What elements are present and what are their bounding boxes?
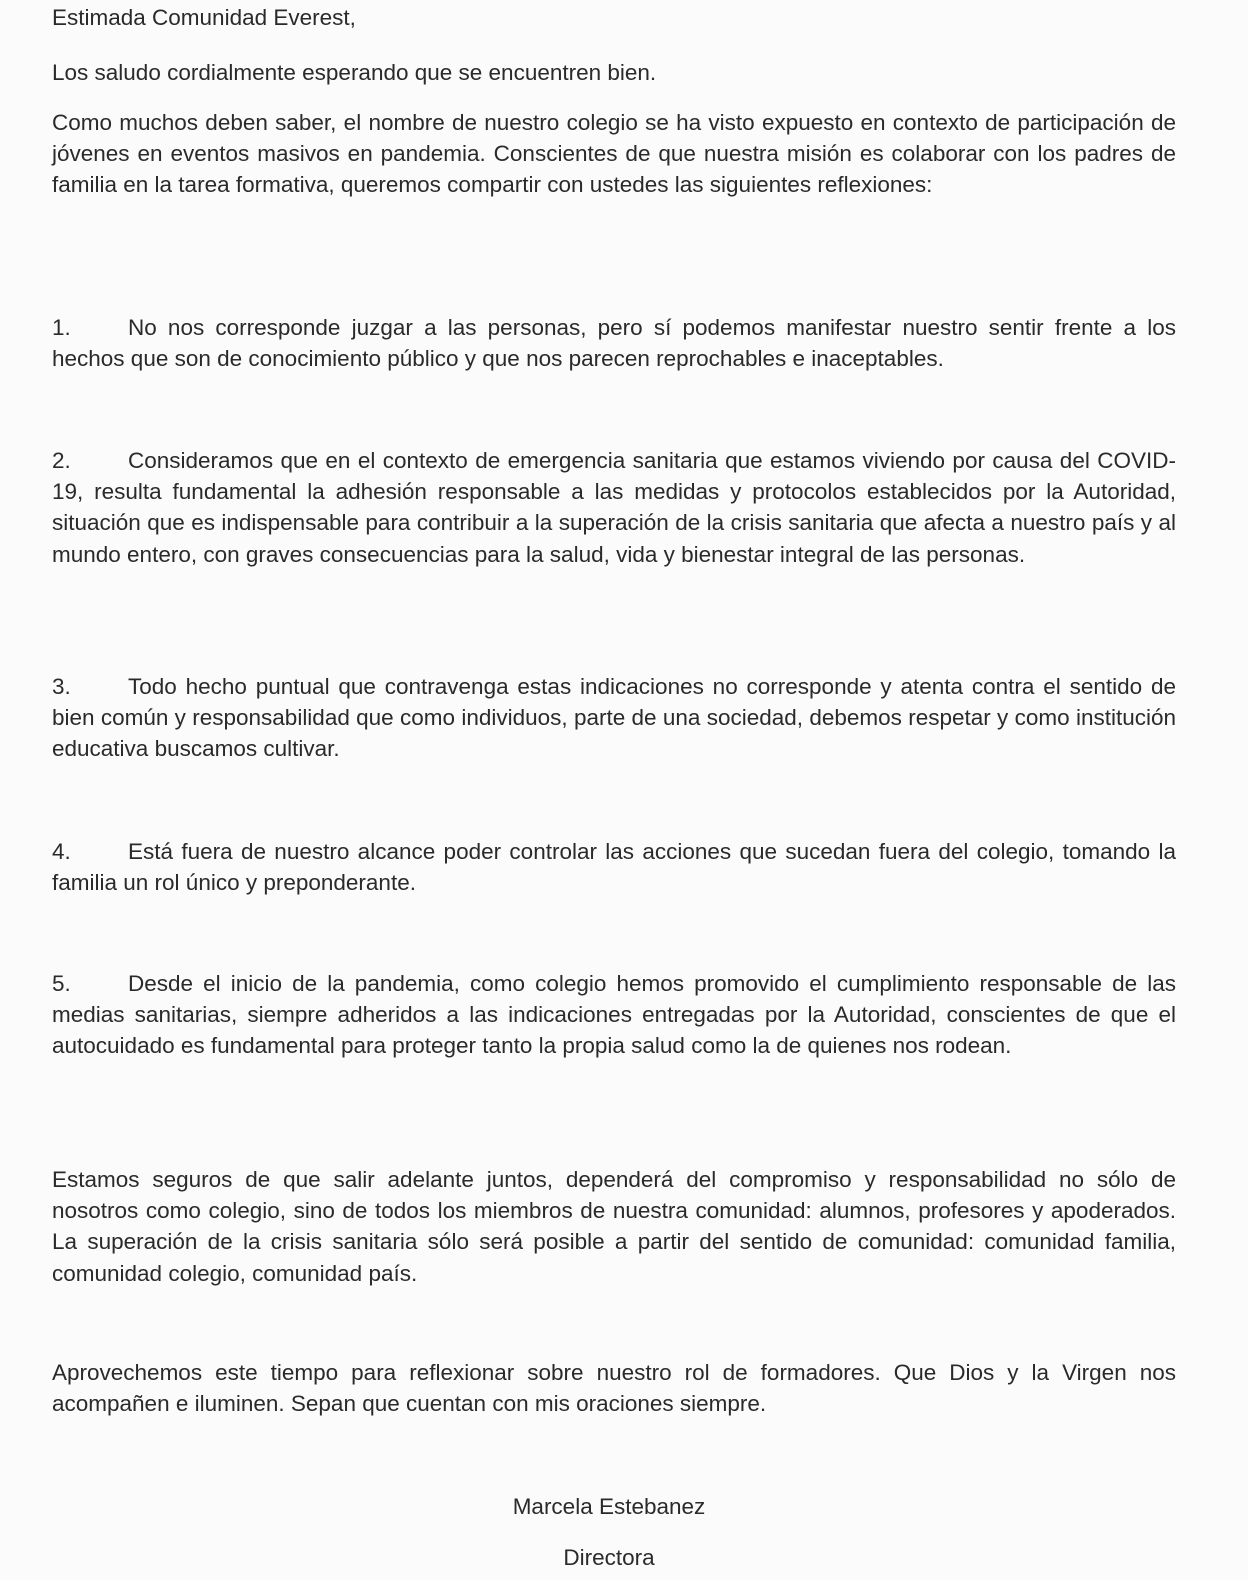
- conclusion-paragraph: Estamos seguros de que salir adelante juntos, dependerá del compromiso y responsabilidad no sólo de nosotros como colegio, sino de todos los miembros de nuestra comunidad: alumnos, profesores y apoderados. La superación de la crisis sanitaria sólo será posible a partir del sentido de comunidad: comunidad familia, comunidad colegio, comunidad país.: [52, 1167, 1176, 1286]
- point-number: 2.: [52, 448, 71, 473]
- point-text: Consideramos que en el contexto de emergencia sanitaria que estamos viviendo por causa del COVID-19, resulta fundamental la adhesión responsable a las medidas y protocolos establecidos por la Autoridad, situación que es indispensable para contribuir a la superación de la crisis sanitaria que afecta a nuestro país y al mundo entero, con graves consecuencias para la salud, vida y bienestar integral de las personas.: [52, 448, 1176, 567]
- point-1: [52, 312, 1176, 374]
- point-text: Está fuera de nuestro alcance poder controlar las acciones que sucedan fuera del colegio, tomando la familia un rol único y preponderante.: [52, 839, 1176, 896]
- point-text: Desde el inicio de la pandemia, como colegio hemos promovido el cumplimiento responsable de las medias sanitarias, siempre adheridos a las indicaciones entregadas por la Autoridad, conscientes de que el autocuidado es fundamental para proteger tanto la propia salud como la de quienes nos rodean.: [52, 971, 1176, 1059]
- point-3: [52, 671, 1176, 765]
- point-5: [52, 968, 1176, 1062]
- signature-title: Directora: [563, 1545, 655, 1570]
- point-2: [52, 445, 1176, 570]
- intro-paragraph: Como muchos deben saber, el nombre de nuestro colegio se ha visto expuesto en contexto de participación de jóvenes en eventos masivos en pandemia. Conscientes de que nuestra misión es colaborar con los padres de familia en la tarea formativa, queremos compartir con ustedes las siguientes reflexiones:: [52, 110, 1176, 198]
- greeting: Los saludo cordialmente esperando que se encuentren bien.: [52, 60, 657, 85]
- point-number: 5.: [52, 971, 71, 996]
- point-number: 1.: [52, 315, 71, 340]
- signature-name: Marcela Estebanez: [512, 1494, 706, 1519]
- point-text: No nos corresponde juzgar a las personas, pero sí podemos manifestar nuestro sentir frente a los hechos que son de conocimiento público y que nos parecen reprochables e inaceptables.: [52, 315, 1176, 372]
- salutation: Estimada Comunidad Everest,: [52, 5, 356, 30]
- closing-paragraph: Aprovechemos este tiempo para reflexionar sobre nuestro rol de formadores. Que Dios y la Virgen nos acompañen e iluminen. Sepan que cuentan con mis oraciones siempre.: [52, 1360, 1176, 1417]
- point-number: 3.: [52, 674, 71, 699]
- point-4: [52, 836, 1176, 898]
- point-text: Todo hecho puntual que contravenga estas indicaciones no corresponde y atenta contra el sentido de bien común y responsabilidad que como individuos, parte de una sociedad, debemos respetar y como institución educativa buscamos cultivar.: [52, 674, 1176, 762]
- point-number: 4.: [52, 839, 71, 864]
